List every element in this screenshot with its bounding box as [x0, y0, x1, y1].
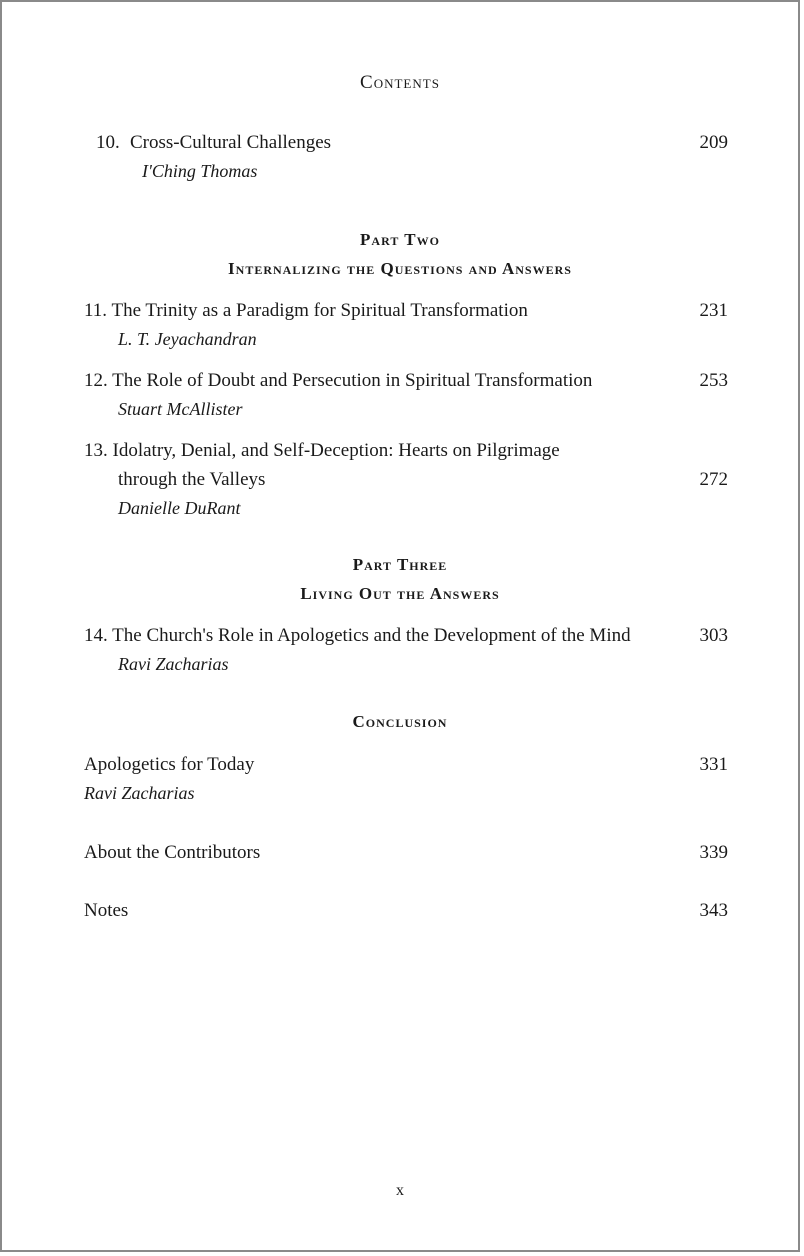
entry-title-line-2: through the Valleys [118, 469, 266, 490]
entry-title: The Church's Role in Apologetics and the Development of the Mind [112, 625, 631, 646]
entry-title: Cross-Cultural Challenges [130, 132, 332, 153]
entry-page: 339 [699, 842, 728, 863]
entry-page: 231 [699, 300, 728, 321]
entry-page: 343 [699, 900, 728, 921]
toc-entry-about-contributors [84, 838, 728, 867]
entry-title: The Trinity as a Paradigm for Spiritual Transformation [111, 300, 528, 321]
entry-page: 209 [699, 132, 728, 153]
toc-entry-10 [84, 128, 728, 185]
entry-title: The Role of Doubt and Persecution in Spiritual Transformation [112, 370, 593, 391]
entry-number: 12. [84, 370, 108, 391]
entry-number: 14. [84, 625, 108, 646]
entry-author: Ravi Zacharias [84, 783, 195, 803]
part-three-subtitle: Living Out the Answers [300, 584, 500, 603]
entry-title-line-1: Idolatry, Denial, and Self-Deception: Hearts on Pilgrimage [112, 440, 560, 461]
running-head: Contents [360, 72, 440, 93]
conclusion-label: Conclusion [352, 712, 448, 731]
entry-author: Stuart McAllister [118, 399, 243, 419]
toc-entry-notes [84, 896, 728, 925]
entry-title: Apologetics for Today [84, 754, 255, 775]
entry-number: 13. [84, 440, 108, 461]
entry-title: About the Contributors [84, 842, 261, 863]
entry-page: 272 [699, 469, 728, 490]
toc-entry-12 [84, 366, 728, 423]
part-two-subtitle: Internalizing the Questions and Answers [228, 259, 572, 278]
toc-entry-apologetics-for-today [84, 750, 728, 807]
entry-number: 11. [84, 300, 108, 321]
part-three-label: Part Three [352, 555, 448, 574]
entry-number: 10. [96, 132, 120, 153]
entry-author: Ravi Zacharias [118, 654, 229, 674]
toc-entry-13 [84, 436, 728, 522]
entry-page: 303 [699, 625, 728, 646]
toc-entry-11 [84, 296, 728, 353]
page-folio: x [396, 1182, 404, 1199]
entry-page: 331 [699, 754, 728, 775]
part-two-label: Part Two [360, 230, 440, 249]
toc-entry-14 [84, 621, 728, 678]
entry-author: Danielle DuRant [118, 498, 241, 518]
entry-author: L. T. Jeyachandran [118, 329, 257, 349]
entry-author: I'Ching Thomas [142, 161, 258, 181]
entry-title: Notes [84, 900, 129, 921]
entry-page: 253 [699, 370, 728, 391]
